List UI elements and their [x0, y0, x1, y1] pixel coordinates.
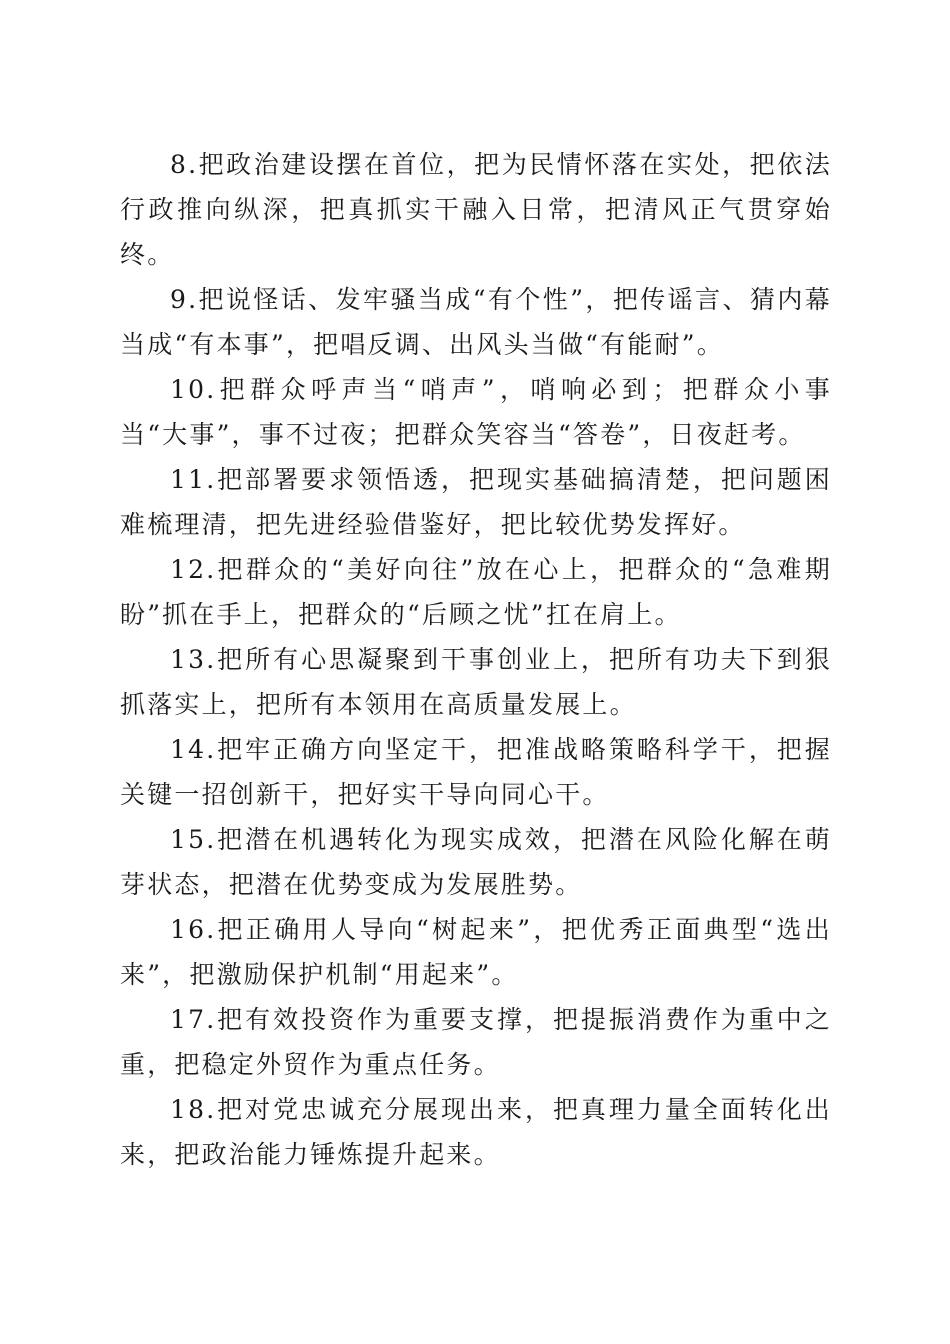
document-body [120, 142, 832, 1177]
paragraph-12: 12.把群众的“美好向往”放在心上，把群众的“急难期盼”抓在手上，把群众的“后顾之忧”扛在肩上。 [120, 555, 832, 629]
paragraph-14: 14.把牢正确方向坚定干，把准战略策略科学干，把握关键一招创新干，把好实干导向同心干。 [120, 735, 832, 809]
paragraph-18: 18.把对党忠诚充分展现出来，把真理力量全面转化出来，把政治能力锤炼提升起来。 [120, 1095, 832, 1169]
paragraph-10: 10.把群众呼声当“哨声”，哨响必到；把群众小事当“大事”，事不过夜；把群众笑容当“答卷”，日夜赶考。 [120, 375, 832, 449]
paragraph-11: 11.把部署要求领悟透，把现实基础搞清楚，把问题困难梳理清，把先进经验借鉴好，把比较优势发挥好。 [120, 465, 832, 539]
paragraph-8: 8.把政治建设摆在首位，把为民情怀落在实处，把依法行政推向纵深，把真抓实干融入日常，把清风正气贯穿始终。 [120, 150, 832, 269]
paragraph-16: 16.把正确用人导向“树起来”，把优秀正面典型“选出来”，把激励保护机制“用起来”。 [120, 915, 832, 989]
paragraph-15: 15.把潜在机遇转化为现实成效，把潜在风险化解在萌芽状态，把潜在优势变成为发展胜势。 [120, 825, 832, 899]
paragraph-13: 13.把所有心思凝聚到干事创业上，把所有功夫下到狠抓落实上，把所有本领用在高质量发展上。 [120, 645, 832, 719]
paragraph-17: 17.把有效投资作为重要支撑，把提振消费作为重中之重，把稳定外贸作为重点任务。 [120, 1005, 832, 1079]
paragraph-9: 9.把说怪话、发牢骚当成“有个性”，把传谣言、猜内幕当成“有本事”，把唱反调、出风头当做“有能耐”。 [120, 285, 832, 359]
